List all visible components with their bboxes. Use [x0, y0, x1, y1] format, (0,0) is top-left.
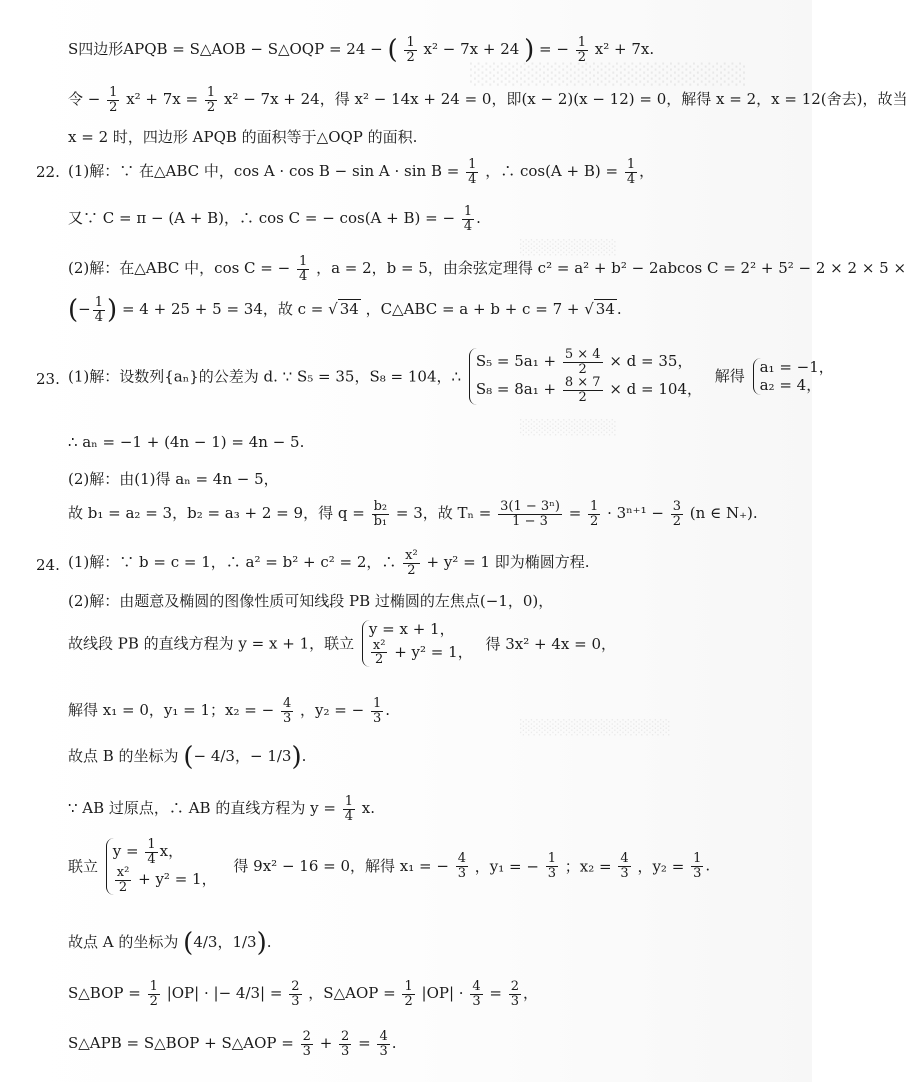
system-of-equations: S₅ = 5a₁ + $\frac{5 \times 4}{2}$ × d = 35， S₈ = 8a₁ + $\frac{8 \times 7}{2}$ × d = 104， — [469, 348, 702, 405]
text: x² + 7x. — [594, 40, 655, 59]
bleed-through-text: ░░░░░░░░░ — [520, 240, 617, 256]
q23-part1: (1)解：设数列{aₙ}的公差为 d. ∵ S₅ = 35，S₈ = 104，∴ S₅ = 5a₁ + $\frac{5 \times 4}{2}$ × d = 35， S₈ = 8a₁ + $\frac{8 \times 7}{2}$ × d = 104， 解得 a₁ = −1， a₂ = 4， — [68, 347, 834, 405]
text: = − — [539, 40, 569, 59]
q24-part2: (2)解：由题意及椭圆的图像性质可知线段 PB 过椭圆的左焦点(−1，0)， — [68, 592, 554, 610]
text: x² − 7x + 24 — [423, 40, 520, 59]
q24-total-area: S△APB = S△BOP + S△AOP = $\frac{2}{3}$ + $\frac{2}{3}$ = $\frac{4}{3}$ . — [68, 1029, 397, 1059]
fraction-half: $\frac{1}{2}$ — [577, 35, 586, 65]
system-solution: a₁ = −1， a₂ = 4， — [753, 358, 834, 396]
q24-system-ab: 联立 y = $\frac{1}{4}$ x， $\frac{\text{x²}}{2}$ + y² = 1， 得 9x² − 16 = 0，解得 x₁ = − $\frac{4}{3}$ ，y₁ = − $\frac{1}{3}$ ；x₂ = $\frac{4}{3}$ ，y₂ = $\frac{1}{3}$ . — [68, 837, 711, 895]
q24-part1: (1)解：∵ b = c = 1，∴ a² = b² + c² = 2，∴ $\frac{\text{x²}}{2}$ + y² = 1 即为椭圆方程. — [68, 548, 590, 578]
bleed-through-text: ░░░░░░░░░░░░░░ — [520, 720, 671, 736]
question-number-24: 24. — [36, 556, 60, 574]
q22-part1-cont: 又∵ C = π − (A + B)，∴ cos C = − cos(A + B) = − $\frac{1}{4}$ . — [68, 204, 481, 234]
fraction-quarter: $\frac{1}{4}$ — [94, 295, 104, 325]
fraction-quarter: $\frac{1}{4}$ — [468, 157, 477, 187]
q24-line-ab: ∵ AB 过原点，∴ AB 的直线方程为 y = $\frac{1}{4}$ x. — [68, 794, 375, 824]
q24-point-a: 故点 A 的坐标为 (4/3，1/3). — [68, 928, 272, 958]
q24-solutions: 解得 x₁ = 0，y₁ = 1；x₂ = − $\frac{4}{3}$ ，y₂ = − $\frac{1}{3}$ . — [68, 696, 391, 726]
q23-part2: (2)解：由(1)得 aₙ = 4n − 5， — [68, 470, 279, 488]
q22-part2-cont: (− $\frac{1}{4}$ ) = 4 + 25 + 5 = 34，故 c = √ 34 ，C△ABC = a + b + c = 7 + √ 34 . — [68, 295, 622, 326]
q22-part1: (1)解：∵ 在△ABC 中，cos A · cos B − sin A · sin B = $\frac{1}{4}$ ，∴ cos(A + B) = $\frac{1}{4}$ ， — [68, 157, 655, 187]
fraction-quarter: $\frac{1}{4}$ — [299, 254, 308, 284]
fraction-half: $\frac{1}{2}$ — [109, 85, 118, 115]
q24-line-pb: 故线段 PB 的直线方程为 y = x + 1，联立 y = x + 1， $\frac{\text{x²}}{2}$ + y² = 1， 得 3x² + 4x = 0， — [68, 620, 617, 668]
equation-area-quadrilateral: S四边形APQB = S△AOB − S△OQP = 24 − ( $\frac{1}{2}$ x² − 7x + 24 ) = − $\frac{1}{2}$ x² + 7x. — [68, 35, 655, 66]
fraction-quarter: $\frac{1}{4}$ — [626, 157, 636, 187]
fraction-quarter: $\frac{1}{4}$ — [463, 204, 473, 234]
q22-part2: (2)解：在△ABC 中，cos C = − $\frac{1}{4}$ ，a = 2，b = 5，由余弦定理得 c² = a² + b² − 2abcos C = 2² + 5² − 2 × 2 × 5 × — [68, 254, 907, 284]
bleed-through-text: ░░░░░░░░░░░░░░░░░░ — [470, 62, 747, 86]
text: S四边形APQB = S△AOB − S△OQP = 24 − — [68, 40, 383, 59]
q23-result: ∴ aₙ = −1 + (4n − 1) = 4n − 5. — [68, 433, 305, 451]
fraction-half: $\frac{1}{2}$ — [406, 35, 415, 65]
fraction-half: $\frac{1}{2}$ — [206, 85, 216, 115]
question-number-23: 23. — [36, 370, 60, 388]
equation-solve-x: 令 − $\frac{1}{2}$ x² + 7x = $\frac{1}{2}$ x² − 7x + 24，得 x² − 14x + 24 = 0，即(x − 2)(x − 12) = 0，解得 x = 2，x = 12(舍去)，故当 — [68, 85, 908, 115]
q24-point-b: 故点 B 的坐标为 (− 4/3，− 1/3). — [68, 742, 307, 772]
bleed-through-text: ░░░░░░░░░ — [520, 420, 617, 436]
system-line-ellipse: y = x + 1， $\frac{\text{x²}}{2}$ + y² = 1， — [362, 620, 473, 667]
q24-areas: S△BOP = $\frac{1}{2}$ |OP| · |− 4/3| = $\frac{2}{3}$ ，S△AOP = $\frac{1}{2}$ |OP| · $\frac{4}{3}$ = $\frac{2}{3}$ ， — [68, 979, 539, 1009]
q23-part2-cont: 故 b₁ = a₂ = 3，b₂ = a₃ + 2 = 9，得 q = $\frac{\text{b₂}}{\text{b₁}}$ = 3，故 Tₙ = $\frac{\text{3(1 − 3ⁿ)}}{1 - 3}$ = $\frac{1}{2}$ · 3ⁿ⁺¹ − $\frac{3}{2}$ (n ∈ N₊). — [68, 499, 758, 529]
conclusion-line: x = 2 时，四边形 APQB 的面积等于△OQP 的面积. — [68, 128, 418, 146]
system-ab-ellipse: y = $\frac{1}{4}$ x， $\frac{\text{x²}}{2}$ + y² = 1， — [106, 838, 217, 895]
question-number-22: 22. — [36, 163, 60, 181]
